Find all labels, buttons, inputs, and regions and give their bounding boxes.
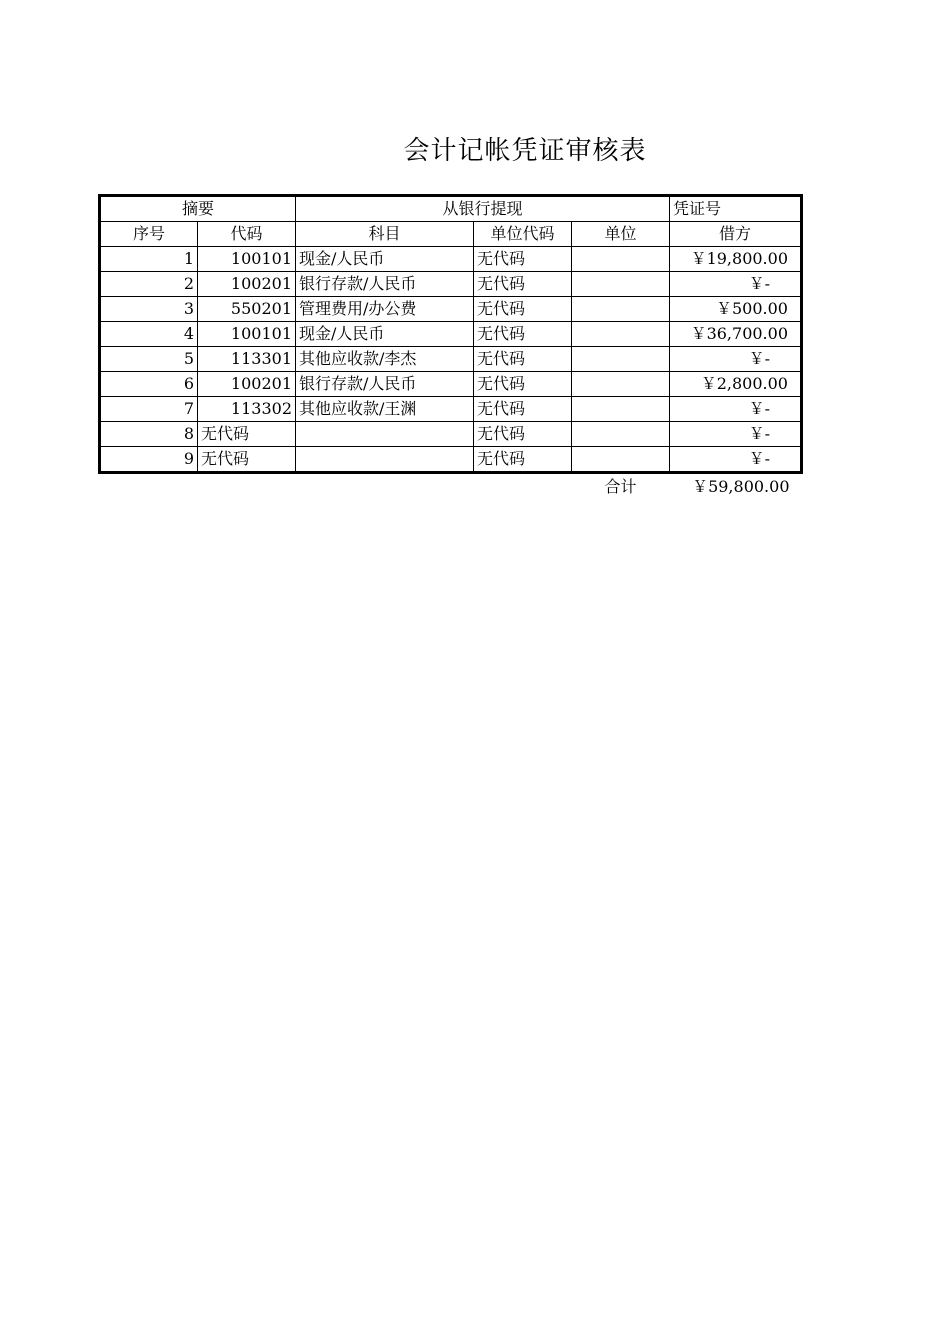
cell-debit[interactable]: ￥- [670, 397, 802, 422]
cell-debit[interactable]: ￥- [670, 347, 802, 372]
cell-subject[interactable]: 其他应收款/王渊 [296, 397, 474, 422]
table-row [100, 297, 802, 322]
column-header-subject: 科目 [296, 222, 474, 247]
cell-unit[interactable] [572, 397, 670, 422]
cell-subject[interactable] [296, 447, 474, 473]
cell-subject[interactable]: 其他应收款/李杰 [296, 347, 474, 372]
total-label: 合计 [604, 477, 637, 496]
cell-subject[interactable]: 现金/人民币 [296, 322, 474, 347]
column-header-no: 序号 [100, 222, 198, 247]
table-row [100, 372, 802, 397]
cell-code[interactable]: 100201 [198, 272, 296, 297]
total-value: ￥59,800.00 [692, 477, 790, 496]
cell-unit-code[interactable]: 无代码 [474, 422, 572, 447]
column-header-row [100, 222, 802, 247]
voucher-table [98, 194, 803, 500]
cell-unit[interactable] [572, 447, 670, 473]
cell-debit[interactable]: ￥- [670, 447, 802, 473]
summary-value[interactable]: 从银行提现 [296, 196, 670, 222]
cell-unit[interactable] [572, 322, 670, 347]
cell-unit-code[interactable]: 无代码 [474, 447, 572, 473]
cell-code[interactable]: 100201 [198, 372, 296, 397]
table-row [100, 447, 802, 473]
cell-no[interactable]: 7 [100, 397, 198, 422]
cell-no[interactable]: 8 [100, 422, 198, 447]
cell-unit-code[interactable]: 无代码 [474, 347, 572, 372]
cell-subject[interactable]: 管理费用/办公费 [296, 297, 474, 322]
cell-unit[interactable] [572, 272, 670, 297]
cell-subject[interactable] [296, 422, 474, 447]
cell-code[interactable]: 无代码 [198, 422, 296, 447]
cell-unit[interactable] [572, 422, 670, 447]
summary-label: 摘要 [100, 196, 296, 222]
cell-subject[interactable]: 银行存款/人民币 [296, 272, 474, 297]
cell-unit-code[interactable]: 无代码 [474, 322, 572, 347]
cell-debit[interactable]: ￥- [670, 272, 802, 297]
total-spacer [100, 473, 198, 501]
cell-no[interactable]: 5 [100, 347, 198, 372]
cell-debit[interactable]: ￥19,800.00 [670, 247, 802, 272]
table-row [100, 347, 802, 372]
cell-code[interactable]: 113301 [198, 347, 296, 372]
cell-unit-code[interactable]: 无代码 [474, 272, 572, 297]
total-spacer [296, 473, 474, 501]
column-header-code: 代码 [198, 222, 296, 247]
cell-debit[interactable]: ￥- [670, 422, 802, 447]
cell-subject[interactable]: 现金/人民币 [296, 247, 474, 272]
cell-unit-code[interactable]: 无代码 [474, 297, 572, 322]
cell-no[interactable]: 1 [100, 247, 198, 272]
cell-code[interactable]: 550201 [198, 297, 296, 322]
cell-no[interactable]: 2 [100, 272, 198, 297]
total-row [100, 473, 802, 501]
cell-code[interactable]: 113302 [198, 397, 296, 422]
column-header-debit: 借方 [670, 222, 802, 247]
column-header-unit-code: 单位代码 [474, 222, 572, 247]
table-row [100, 247, 802, 272]
cell-unit-code[interactable]: 无代码 [474, 247, 572, 272]
total-spacer [198, 473, 296, 501]
cell-code[interactable]: 无代码 [198, 447, 296, 473]
cell-debit[interactable]: ￥36,700.00 [670, 322, 802, 347]
cell-unit[interactable] [572, 297, 670, 322]
table-row [100, 272, 802, 297]
cell-no[interactable]: 4 [100, 322, 198, 347]
table-row [100, 322, 802, 347]
cell-subject[interactable]: 银行存款/人民币 [296, 372, 474, 397]
column-header-unit: 单位 [572, 222, 670, 247]
cell-unit-code[interactable]: 无代码 [474, 372, 572, 397]
cell-code[interactable]: 100101 [198, 322, 296, 347]
voucher-number-label: 凭证号 [670, 196, 802, 222]
cell-unit-code[interactable]: 无代码 [474, 397, 572, 422]
page-title: 会计记帐凭证审核表 [403, 136, 647, 166]
cell-unit[interactable] [572, 372, 670, 397]
cell-debit[interactable]: ￥500.00 [670, 297, 802, 322]
cell-no[interactable]: 9 [100, 447, 198, 473]
table-row [100, 397, 802, 422]
cell-debit[interactable]: ￥2,800.00 [670, 372, 802, 397]
cell-unit[interactable] [572, 247, 670, 272]
cell-code[interactable]: 100101 [198, 247, 296, 272]
total-spacer [474, 473, 572, 501]
summary-row [100, 196, 802, 222]
cell-no[interactable]: 3 [100, 297, 198, 322]
cell-no[interactable]: 6 [100, 372, 198, 397]
table-row [100, 422, 802, 447]
cell-unit[interactable] [572, 347, 670, 372]
